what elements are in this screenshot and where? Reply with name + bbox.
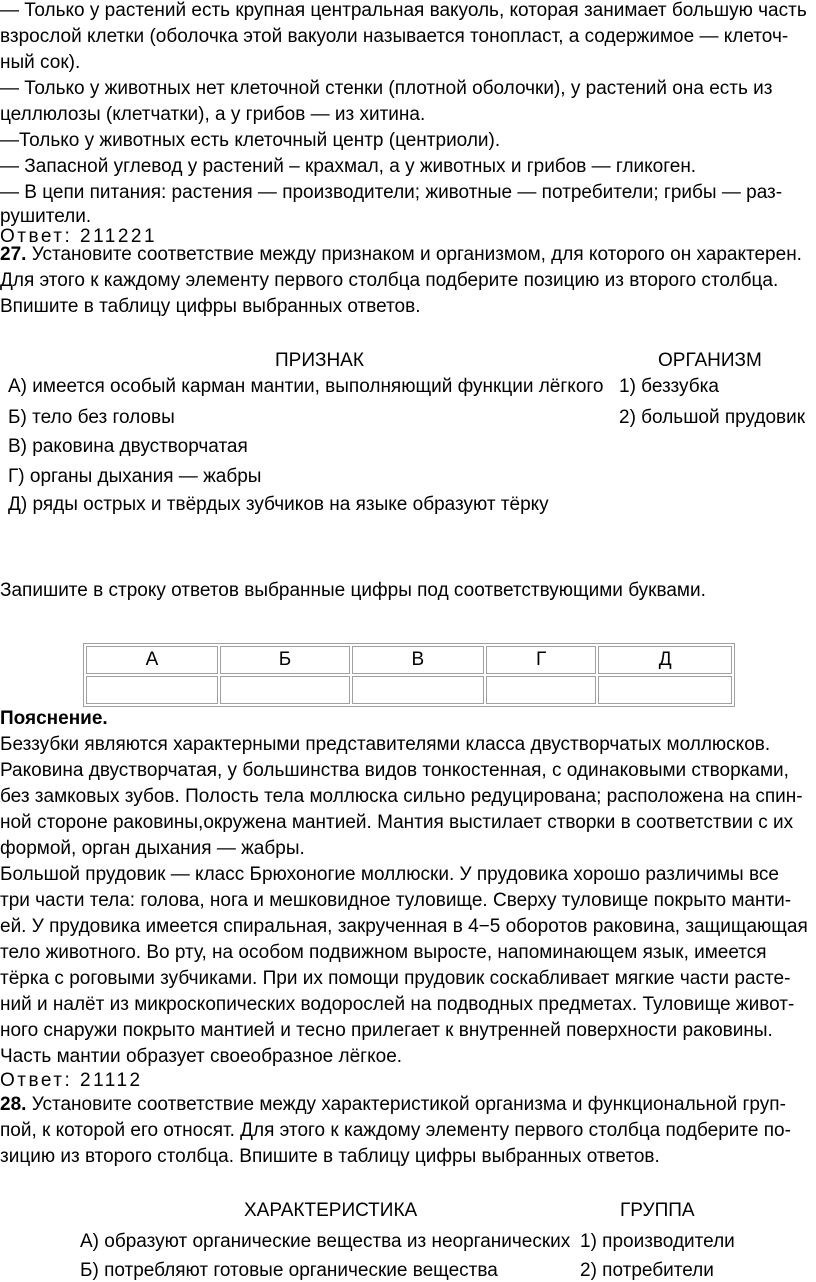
answer-cell[interactable]	[598, 676, 732, 704]
intro-line: — Только у растений есть крупная центральная вакуоль, которая занимает большую часть	[0, 0, 807, 21]
explanation-line: ного снаружи покрыто мантией и тесно прилегает к внутренней поверхности раковины.	[0, 1020, 773, 1041]
question-number: 27.	[0, 244, 27, 265]
organism-item: 2) большой прудовик	[619, 407, 806, 428]
col-header-group: ГРУППА	[620, 1200, 695, 1221]
feature-item: А) имеется особый карман мантии, выполняющий функции лёгкого	[8, 376, 604, 397]
answer-table-header: В	[352, 646, 484, 674]
explanation-line: Беззубки являются характерными представителями класса двустворчатых моллюсков.	[0, 734, 771, 755]
explanation-line: без замковых зубов. Полость тела моллюска сильно редуцирована; расположена на спин-	[0, 786, 803, 807]
feature-item: Д) ряды острых и твёрдых зубчиков на языке образуют тёрку	[8, 494, 549, 515]
answer-27: Ответ: 21112	[0, 1070, 143, 1091]
answer-table-header: Д	[598, 646, 732, 674]
intro-line: целлюлозы (клетчатки), а у грибов — из хитина.	[0, 104, 426, 125]
answer-table-header: Г	[486, 646, 596, 674]
answer-cell[interactable]	[352, 676, 484, 704]
intro-line: —Только у животных есть клеточный центр (центриоли).	[0, 130, 501, 151]
explanation-line: ей. У прудовика имеется спиральная, закрученная в 4−5 оборотов раковина, защищающая	[0, 916, 808, 937]
explanation-line: Раковина двустворчатая, у большинства видов тонкостенная, с одинаковыми створками,	[0, 760, 789, 781]
answer-table-header: А	[86, 646, 218, 674]
explanation-line: три части тела: голова, нога и мешковидное туловище. Сверху туловище покрыто манти-	[0, 890, 792, 911]
question-27-line: Для этого к каждому элементу первого столбца подберите позицию из второго столбца.	[0, 270, 779, 291]
explanation-line: Большой прудовик — класс Брюхоногие моллюски. У прудовика хорошо различимы все	[0, 864, 779, 885]
col-header-characteristic: ХАРАКТЕРИСТИКА	[244, 1200, 418, 1221]
answer-cell[interactable]	[86, 676, 218, 704]
answer-table	[83, 643, 735, 707]
col-header-organism: ОРГАНИЗМ	[658, 350, 762, 371]
explanation-line: Часть мантии образует своеобразное лёгкое.	[0, 1046, 403, 1067]
answer-table-header: Б	[220, 646, 350, 674]
feature-item: Г) органы дыхания — жабры	[8, 466, 262, 487]
intro-line: взрослой клетки (оболочка этой вакуоли называется тонопласт, а содержимое — клеточ-	[0, 26, 789, 47]
question-27-line: Впишите в таблицу цифры выбранных ответов.	[0, 296, 421, 317]
feature-item: В) раковина двустворчатая	[8, 436, 248, 457]
answer-instruction: Запишите в строку ответов выбранные цифры под соответствующими буквами.	[0, 580, 706, 601]
explanation-line: тёрка с роговыми зубчиками. При их помощи прудовик соскабливает мягкие части расте-	[0, 968, 791, 989]
answer-cell[interactable]	[220, 676, 350, 704]
intro-line: — Только у животных нет клеточной стенки (плотной оболочки), у растений она есть из	[0, 78, 773, 99]
explanation-line: формой, орган дыхания — жабры.	[0, 838, 305, 859]
characteristic-item: Б) потребляют готовые органические вещества	[80, 1260, 498, 1281]
question-text: Установите соответствие между признаком и организмом, для которого он характерен.	[26, 244, 802, 265]
answer-26: Ответ: 211221	[0, 226, 158, 247]
explanation-title: Пояснение.	[0, 708, 108, 729]
intro-line: — В цепи питания: растения — производители; животные — потребители; грибы — раз-	[0, 182, 783, 203]
intro-line: — Запасной углевод у растений – крахмал, а у животных и грибов — гликоген.	[0, 156, 697, 177]
question-28-line	[0, 1094, 786, 1116]
intro-line: ный сок).	[0, 52, 81, 73]
characteristic-item: А) образуют органические вещества из неорганических	[80, 1231, 571, 1252]
question-27-line	[0, 244, 802, 266]
explanation-line: ной стороне раковины,окружена мантией. Мантия выстилает створки в соответствии с их	[0, 812, 794, 833]
intro-line: рушители.	[0, 206, 92, 227]
organism-item: 1) беззубка	[619, 376, 719, 397]
explanation-line: ний и налёт из микроскопических водорослей на подводных предметах. Туловище живот-	[0, 994, 795, 1015]
answer-table-header-row	[86, 646, 732, 674]
question-28-line: пой, к которой его относят. Для этого к каждому элементу первого столбца подберите по-	[0, 1120, 791, 1141]
answer-cell[interactable]	[486, 676, 596, 704]
col-header-feature: ПРИЗНАК	[275, 350, 364, 371]
question-28-line: зицию из второго столбца. Впишите в таблицу цифры выбранных ответов.	[0, 1146, 660, 1167]
group-item: 2) потребители	[580, 1260, 714, 1281]
explanation-line: тело животного. Во рту, на особом подвижном выросте, напоминающем язык, имеется	[0, 942, 767, 963]
group-item: 1) производители	[580, 1231, 735, 1252]
question-text: Установите соответствие между характеристикой организма и функциональной груп-	[26, 1094, 786, 1115]
answer-table-value-row	[86, 676, 732, 704]
question-number: 28.	[0, 1094, 27, 1115]
feature-item: Б) тело без головы	[8, 407, 175, 428]
